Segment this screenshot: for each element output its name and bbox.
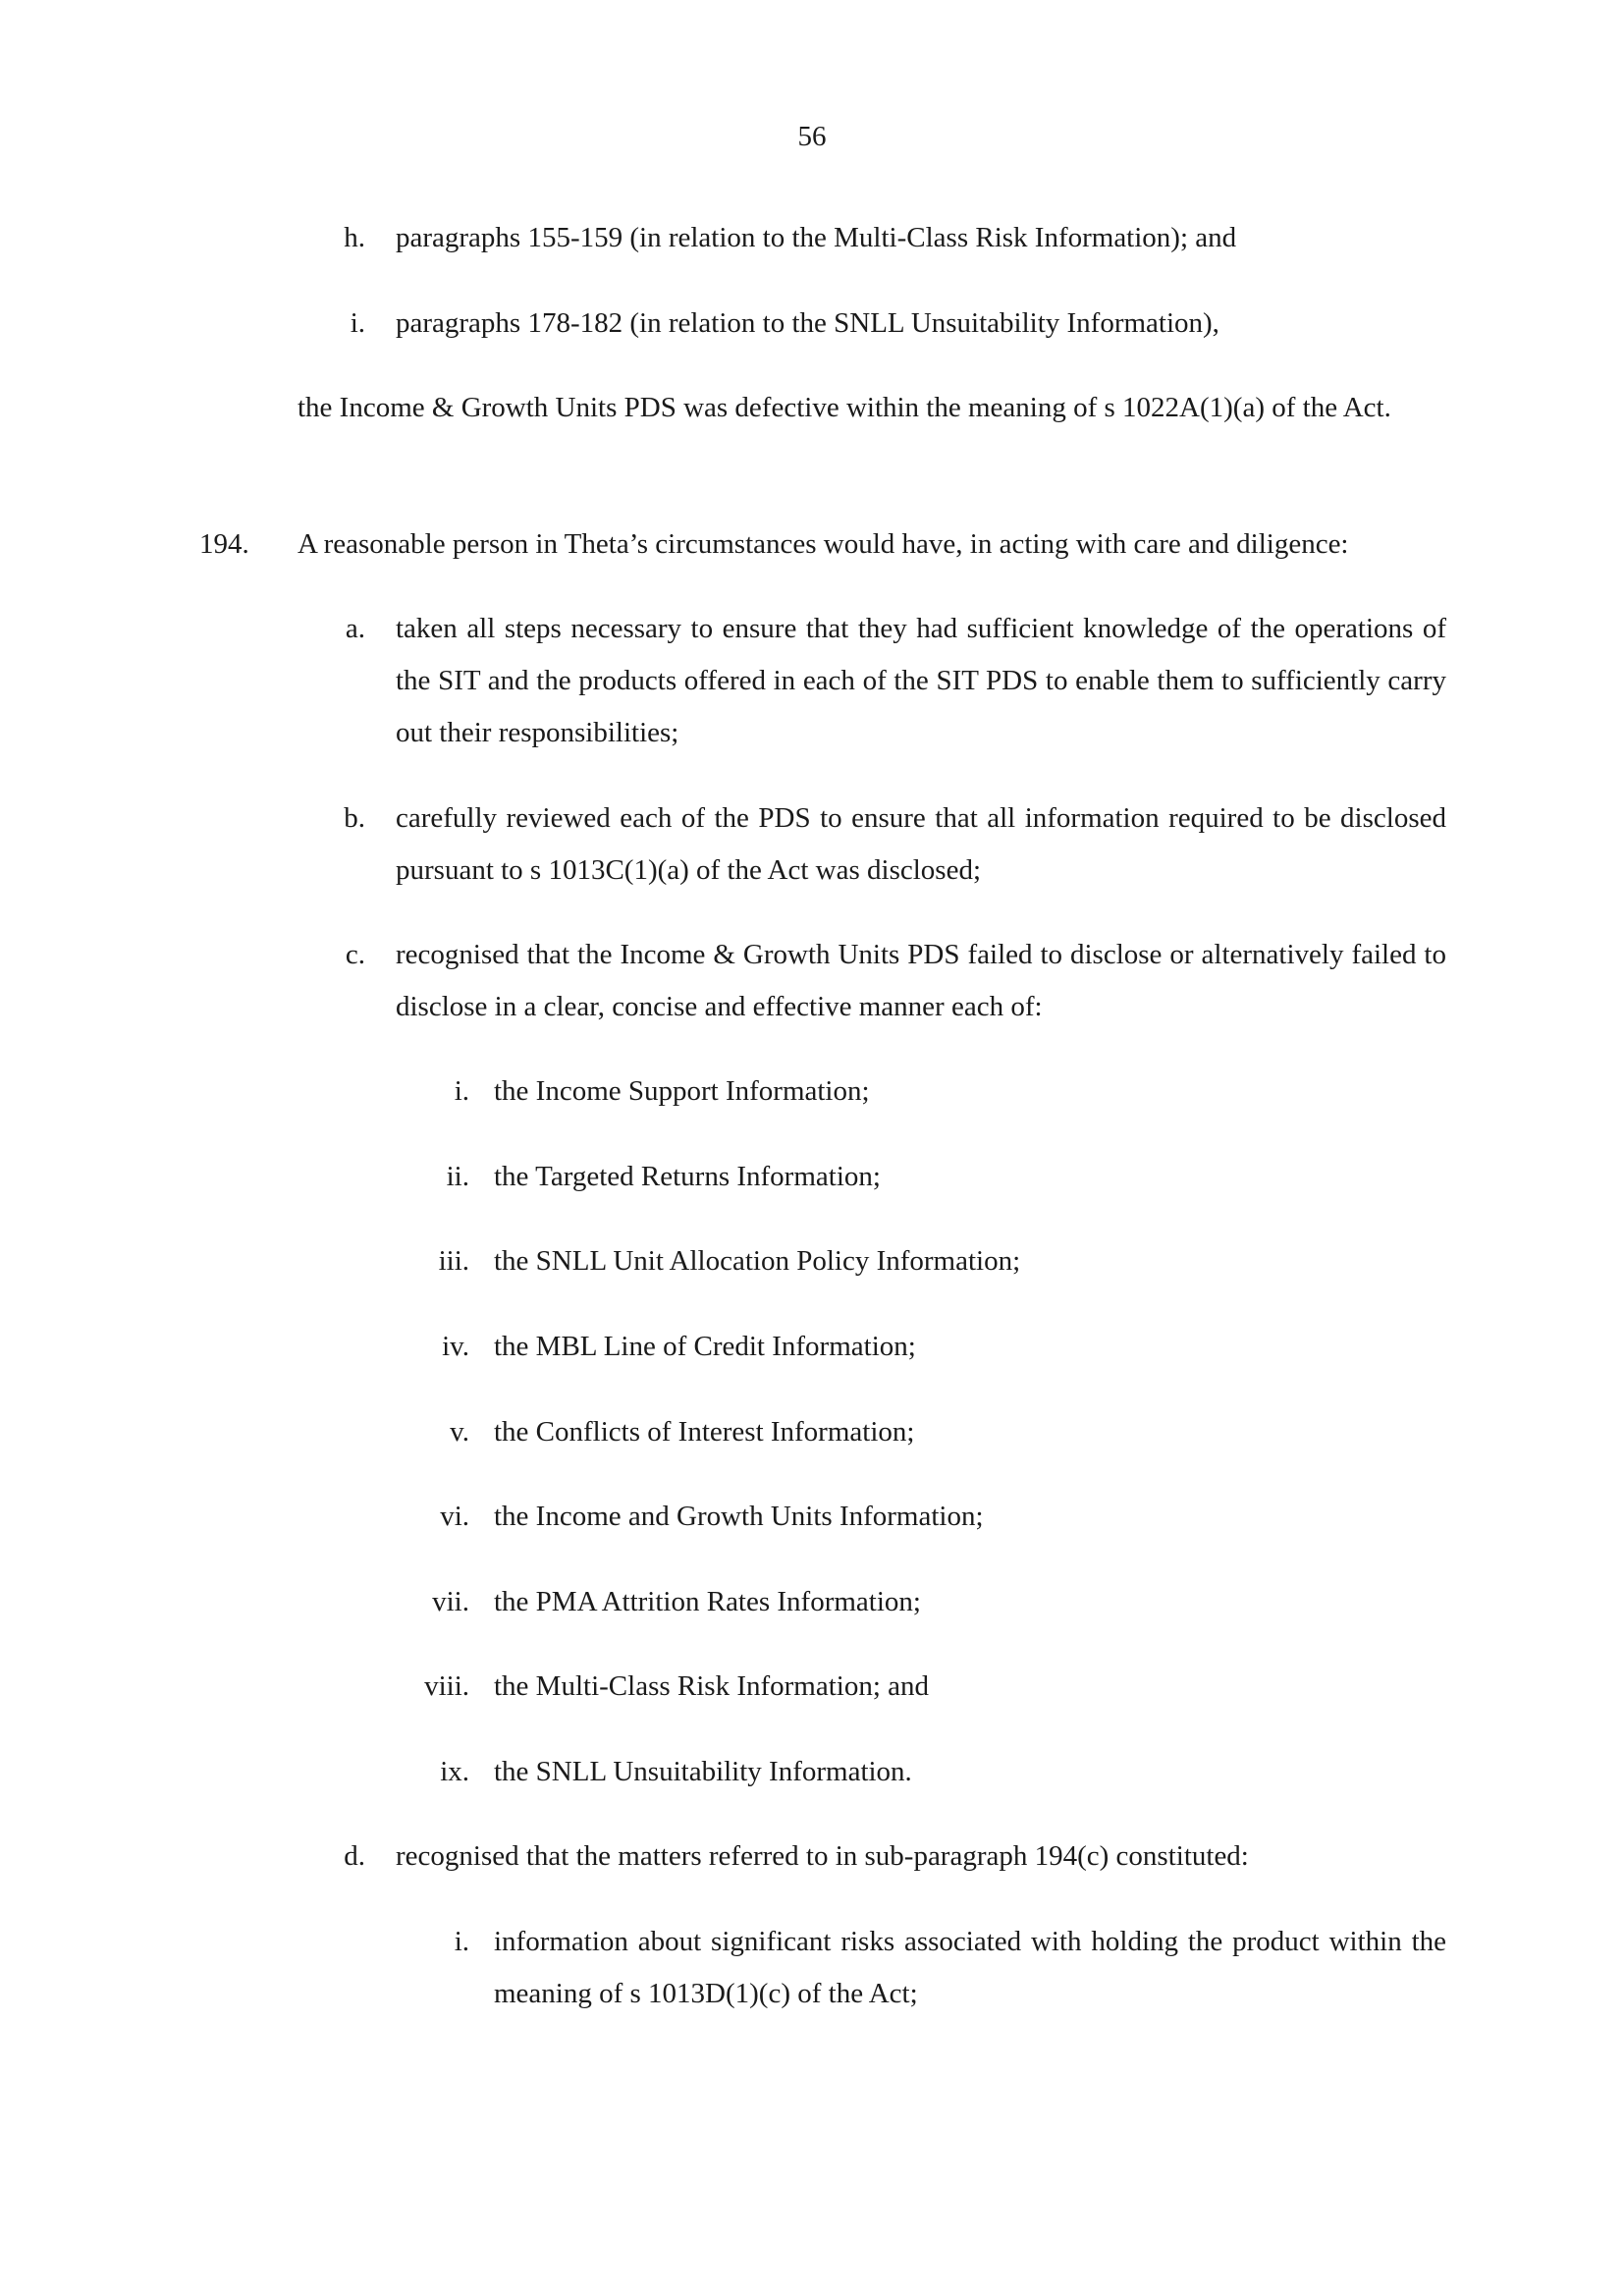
list-marker-c: c. [345,939,365,970]
list-marker-h: h. [344,222,365,253]
continuation-paragraph [298,382,1446,434]
sublist-marker-c-i: i. [454,1075,469,1107]
list-marker-b: b. [344,802,365,834]
sublist-marker-d-i: i. [454,1926,469,1957]
list-item-c-text: recognised that the Income & Growth Units PDS failed to disclose or alternatively failed to disclose in a clear, concise and effective manner each of: [396,939,1446,1022]
sublist-item-c-vii: the PMA Attrition Rates Information; [494,1586,921,1617]
sublist-marker-c-iii: iii. [438,1245,469,1277]
list-marker-i: i. [350,307,365,339]
sublist-item-c-iv: the MBL Line of Credit Information; [494,1331,916,1362]
sublist-item-d-i-text: information about significant risks associated with holding the product within the meaning of s 1013D(1)(c) of the Act; [494,1926,1446,2009]
sublist-item-c-vi: the Income and Growth Units Information; [494,1501,984,1532]
list-item-i: paragraphs 178-182 (in relation to the SNLL Unsuitability Information), [396,307,1219,339]
list-marker-d: d. [344,1840,365,1872]
list-item-a [396,603,1446,759]
page-number: 56 [797,121,827,152]
sublist-marker-c-viii: viii. [424,1670,469,1702]
sublist-item-c-viii: the Multi-Class Risk Information; and [494,1670,930,1702]
sublist-item-c-ix: the SNLL Unsuitability Information. [494,1756,912,1787]
list-item-b-text: carefully reviewed each of the PDS to ensure that all information required to be disclosed pursuant to s 1013C(1)(a) of the Act was disclosed; [396,802,1446,886]
sublist-marker-c-ii: ii. [446,1161,469,1192]
sublist-item-c-v: the Conflicts of Interest Information; [494,1416,915,1448]
list-item-a-text: taken all steps necessary to ensure that they had sufficient knowledge of the operations of the SIT and the products offered in each of the SIT PDS to enable them to sufficiently carry out their responsibilities; [396,613,1446,748]
sublist-item-c-i: the Income Support Information; [494,1075,870,1107]
paragraph-intro: A reasonable person in Theta’s circumstances would have, in acting with care and diligence: [298,528,1349,560]
list-item-b [396,793,1446,897]
sublist-marker-c-ix: ix. [440,1756,469,1787]
list-item-c [396,929,1446,1033]
list-marker-a: a. [345,613,365,644]
paragraph-number: 194. [199,528,249,560]
sublist-item-d-i [494,1916,1446,2020]
continuation-text: the Income & Growth Units PDS was defective within the meaning of s 1022A(1)(a) of the Act. [298,392,1391,423]
list-item-d: recognised that the matters referred to in sub-paragraph 194(c) constituted: [396,1840,1249,1872]
list-item-h: paragraphs 155-159 (in relation to the Multi-Class Risk Information); and [396,222,1237,253]
sublist-marker-c-iv: iv. [442,1331,469,1362]
sublist-marker-c-v: v. [450,1416,469,1448]
sublist-item-c-ii: the Targeted Returns Information; [494,1161,881,1192]
sublist-marker-c-vii: vii. [432,1586,469,1617]
sublist-marker-c-vi: vi. [440,1501,469,1532]
sublist-item-c-iii: the SNLL Unit Allocation Policy Information; [494,1245,1021,1277]
